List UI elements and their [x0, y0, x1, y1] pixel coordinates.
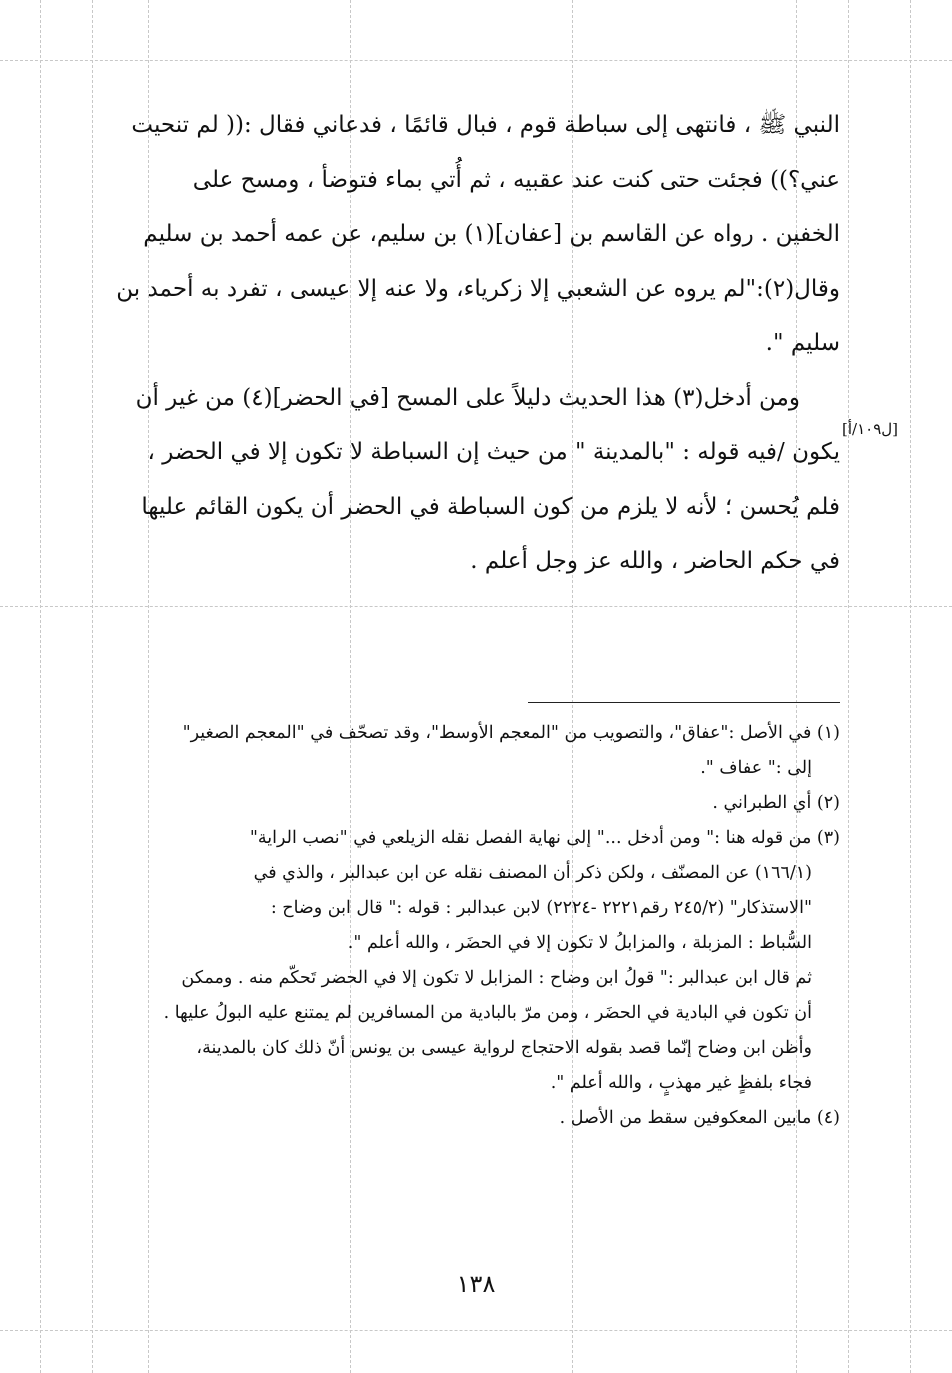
footnote-line: أن تكون في البادية في الحضَر ، ومن مرّ بالبادية من المسافرين لم يمتنع عليه البولُ عليها . [163, 1003, 812, 1023]
footnote-line: (٤) مابين المعكوفين سقط من الأصل . [559, 1108, 840, 1128]
footnote-line: (٢) أي الطبراني . [712, 793, 840, 813]
scan-gridline [0, 606, 952, 607]
text-line: يكون /فيه قوله : "بالمدينة " من حيث إن السباطة لا تكون إلا في الحضر ، [147, 439, 840, 465]
margin-folio-note: [ل١٠٩/أ] [842, 420, 899, 438]
text-line: فلم يُحسن ؛ لأنه لا يلزم من كون السباطة في الحضر أن يكون القائم عليها [141, 493, 840, 520]
footnote-line: (١٦٦/١) عن المصنّف ، ولكن ذكر أن المصنف نقله عن ابن عبدالبر ، والذي في [253, 863, 812, 883]
footnote-line: (١) في الأصل :"عفاق"، والتصويب من "المعجم الأوسط"، وقد تصحّف في "المعجم الصغير" [182, 723, 840, 743]
text-line: ومن أدخل(٣) هذا الحديث دليلاً على المسح [في الحضر](٤) من غير أن [135, 384, 800, 411]
footnote-line: ثم قال ابن عبدالبر :" قولُ ابن وضاح : المزابل لا تكون إلا في الحضر تَحكّم منه . وممكن [181, 968, 812, 988]
footnotes [110, 716, 840, 1136]
text-line: وقال(٢):"لم يروه عن الشعبي إلا زكرياء، ولا عنه إلا عيسى ، تفرد به أحمد بن [116, 275, 840, 302]
main-text [110, 98, 840, 589]
text-line: عني؟)) فجئت حتى كنت عند عقبيه ، ثم أُتي بماء فتوضأ ، ومسح على [192, 166, 840, 193]
footnote-line: إلى :" عفاف ". [700, 758, 812, 778]
text-line: الخفين . رواه عن القاسم بن [عفان](١) بن سليم، عن عمه أحمد بن سليم [143, 221, 840, 247]
footnote-line: فجاء بلفظٍ غير مهذبٍ ، والله أعلم ". [550, 1073, 812, 1093]
footnote-line: "الاستذكار" (٢٤٥/٢ رقم٢٢٢١ -٢٢٢٤) لابن عبدالبر : قوله :" قال ابن وضاح : [270, 898, 812, 918]
text-line: في حكم الحاضر ، والله عز وجل أعلم . [470, 548, 840, 574]
text-line: النبي ﷺ ، فانتهى إلى سباطة قوم ، فبال قائمًا ، فدعاني فقال :(( لم تنحيت [131, 112, 840, 138]
footnote-line: (٣) من قوله هنا :" ومن أدخل ..." إلى نهاية الفصل نقله الزيلعي في "نصب الراية" [249, 828, 840, 848]
scan-gridline [0, 1330, 952, 1331]
text-line: سليم ". [765, 330, 840, 356]
footnote-line: وأظن ابن وضاح إنّما قصد بقوله الاحتجاج لرواية عيسى بن يونس أنّ ذلك كان بالمدينة، [196, 1038, 812, 1058]
footnote-line: السُّباط : المزبلة ، والمزابلُ لا تكون إلا في الحضَر ، والله أعلم ". [347, 933, 812, 953]
scan-gridline [848, 0, 849, 1373]
scan-gridline [910, 0, 911, 1373]
page-number: ١٣٨ [456, 1270, 496, 1298]
scan-gridline [0, 60, 952, 61]
scan-gridline [92, 0, 93, 1373]
footnote-separator [528, 702, 840, 703]
scan-gridline [40, 0, 41, 1373]
